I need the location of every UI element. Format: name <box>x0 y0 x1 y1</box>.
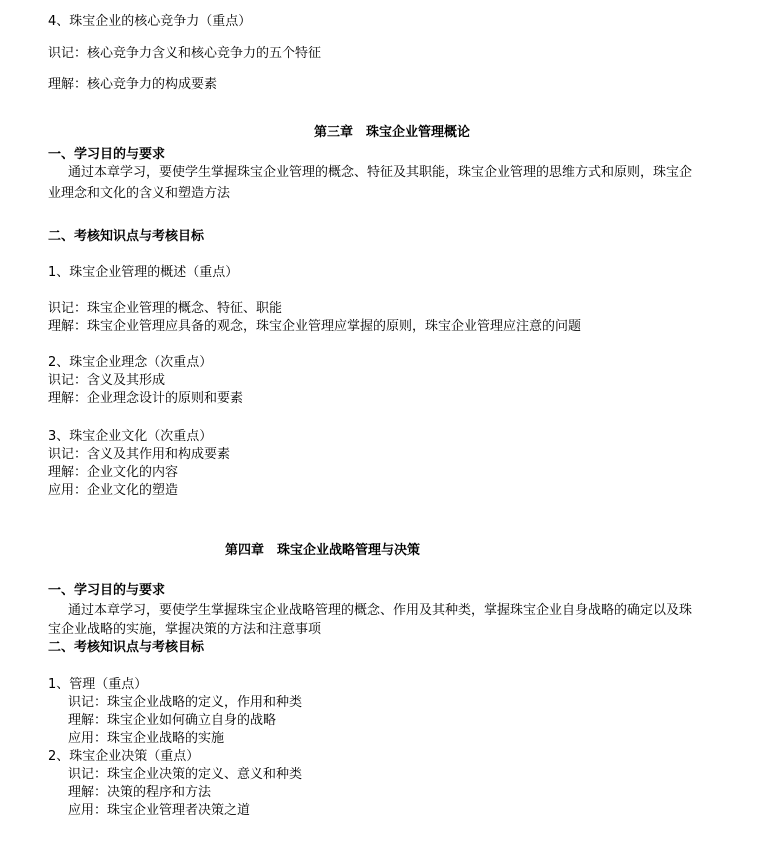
ch3-points-heading: 二、考核知识点与考核目标 <box>48 229 205 244</box>
ch3-item1-understand: 理解：珠宝企业管理应具备的观念，珠宝企业管理应掌握的原则，珠宝企业管理应注意的问题 <box>48 319 582 334</box>
ch3-item3-remember: 识记：含义及其作用和构成要素 <box>48 447 231 462</box>
ch4-title: 第四章 珠宝企业战略管理与决策 <box>225 543 421 558</box>
ch4-item1-remember: 识记：珠宝企业战略的定义，作用和种类 <box>68 695 303 710</box>
ch4-item1-apply: 应用：珠宝企业战略的实施 <box>68 731 225 746</box>
ch3-item3-understand: 理解：企业文化的内容 <box>48 465 179 480</box>
ch3-title: 第三章 珠宝企业管理概论 <box>314 125 471 140</box>
ch3-item1-remember: 识记：珠宝企业管理的概念、特征、职能 <box>48 301 283 316</box>
ch3-item2: 2、珠宝企业理念（次重点） <box>48 355 213 370</box>
ch3-item3: 3、珠宝企业文化（次重点） <box>48 429 213 444</box>
ch3-goals-text-2: 业理念和文化的含义和塑造方法 <box>48 186 231 201</box>
ch3-goals-heading: 一、学习目的与要求 <box>48 147 166 162</box>
ch3-item2-understand: 理解：企业理念设计的原则和要素 <box>48 391 244 406</box>
ch4-item2-apply: 应用：珠宝企业管理者决策之道 <box>68 803 251 818</box>
ch3-item2-remember: 识记：含义及其形成 <box>48 373 166 388</box>
ch4-goals-text-2: 宝企业战略的实施，掌握决策的方法和注意事项 <box>48 622 322 637</box>
ch3-item1: 1、珠宝企业管理的概述（重点） <box>48 265 239 280</box>
ch4-item2-understand: 理解：决策的程序和方法 <box>68 785 212 800</box>
ch3-item3-apply: 应用：企业文化的塑造 <box>48 483 179 498</box>
ch4-item1-understand: 理解：珠宝企业如何确立自身的战略 <box>68 713 277 728</box>
ch4-item2: 2、珠宝企业决策（重点） <box>48 749 200 764</box>
ch4-item1: 1、管理（重点） <box>48 677 148 692</box>
ch4-goals-text-1: 通过本章学习，要使学生掌握珠宝企业战略管理的概念、作用及其种类，掌握珠宝企业自身战略的确定以及珠 <box>68 603 693 618</box>
ch4-points-heading: 二、考核知识点与考核目标 <box>48 640 205 655</box>
ch4-item2-remember: 识记：珠宝企业决策的定义、意义和种类 <box>68 767 303 782</box>
ch2-item4-understand: 理解：核心竞争力的构成要素 <box>48 77 218 92</box>
ch2-item4-remember: 识记：核心竞争力含义和核心竞争力的五个特征 <box>48 46 322 61</box>
ch2-item4: 4、珠宝企业的核心竞争力（重点） <box>48 14 252 29</box>
ch3-goals-text-1: 通过本章学习，要使学生掌握珠宝企业管理的概念、特征及其职能，珠宝企业管理的思维方式和原则，珠宝企 <box>68 165 693 180</box>
ch4-goals-heading: 一、学习目的与要求 <box>48 583 166 598</box>
